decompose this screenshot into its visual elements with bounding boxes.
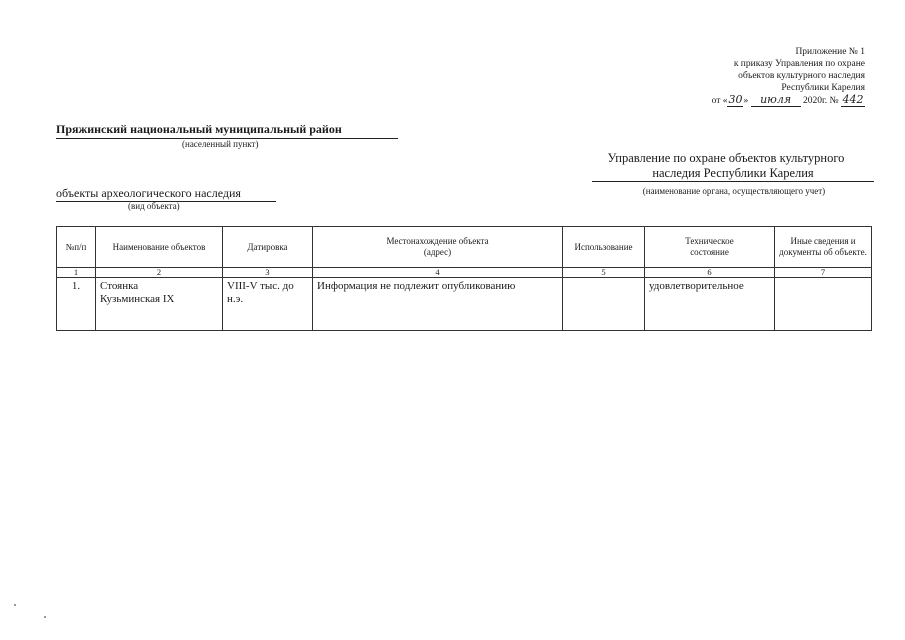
register-table [56,226,872,331]
appendix-block [712,46,865,107]
header-condition-l1: Техническое [685,236,734,246]
authority-line-1: Управление по охране объектов культурного [607,151,845,165]
authority-note: (наименование органа, осуществляющего учет) [642,186,826,196]
column-number: 2 [96,268,223,278]
object-type-note: (вид объекта) [128,201,180,211]
column-number: 5 [563,268,645,278]
appendix-line-1: Приложение № 1 [795,47,865,57]
column-number: 1 [57,268,96,278]
column-number: 6 [645,268,775,278]
column-number: 3 [223,268,313,278]
appendix-line-3: объектов культурного наследия [738,71,865,81]
appendix-line-2: к приказу Управления по охране [733,59,865,69]
header-condition-l2: состояние [690,247,729,257]
header-location-l1: Местонахождение объекта [386,236,489,246]
header-other: Иные сведения и документы об объекте. [775,227,872,268]
date-month: июля [751,94,801,107]
authority-name [578,151,874,182]
date-prefix: от « [711,96,728,106]
column-number: 7 [775,268,872,278]
date-mid: » [743,96,749,106]
header-dating: Датировка [223,227,313,268]
header-condition [645,227,775,268]
object-type: объекты археологического наследия [56,186,276,202]
row-name-l1: Стоянка [100,280,139,292]
header-usage: Использование [563,227,645,268]
table-header-row [57,227,872,268]
header-num: №п/п [57,227,96,268]
date-year: 2020г. № [802,96,839,106]
header-location [313,227,563,268]
row-condition: удовлетворительное [645,278,775,331]
header-location-l2: (адрес) [423,247,452,257]
district-note: (населенный пункт) [182,139,259,149]
row-other [775,278,872,331]
appendix-line-4: Республики Карелия [781,83,865,93]
scan-speck [44,616,46,618]
column-number: 4 [313,268,563,278]
order-number: 442 [842,93,864,106]
row-usage [563,278,645,331]
district-name: Пряжинский национальный муниципальный район [56,122,398,139]
authority-line-2: наследия Республики Карелия [592,166,874,182]
scan-speck [14,604,16,606]
row-name [96,278,223,331]
row-dating: VIII-V тыс. до н.э. [223,278,313,331]
appendix-date-line [712,94,865,107]
date-day: 30 [728,93,743,106]
row-num: 1. [57,278,96,331]
header-name: Наименование объектов [96,227,223,268]
column-number-row [57,268,872,278]
table-row [57,278,872,331]
row-name-l2: Кузьминская IX [100,293,175,305]
row-location: Информация не подлежит опубликованию [313,278,563,331]
